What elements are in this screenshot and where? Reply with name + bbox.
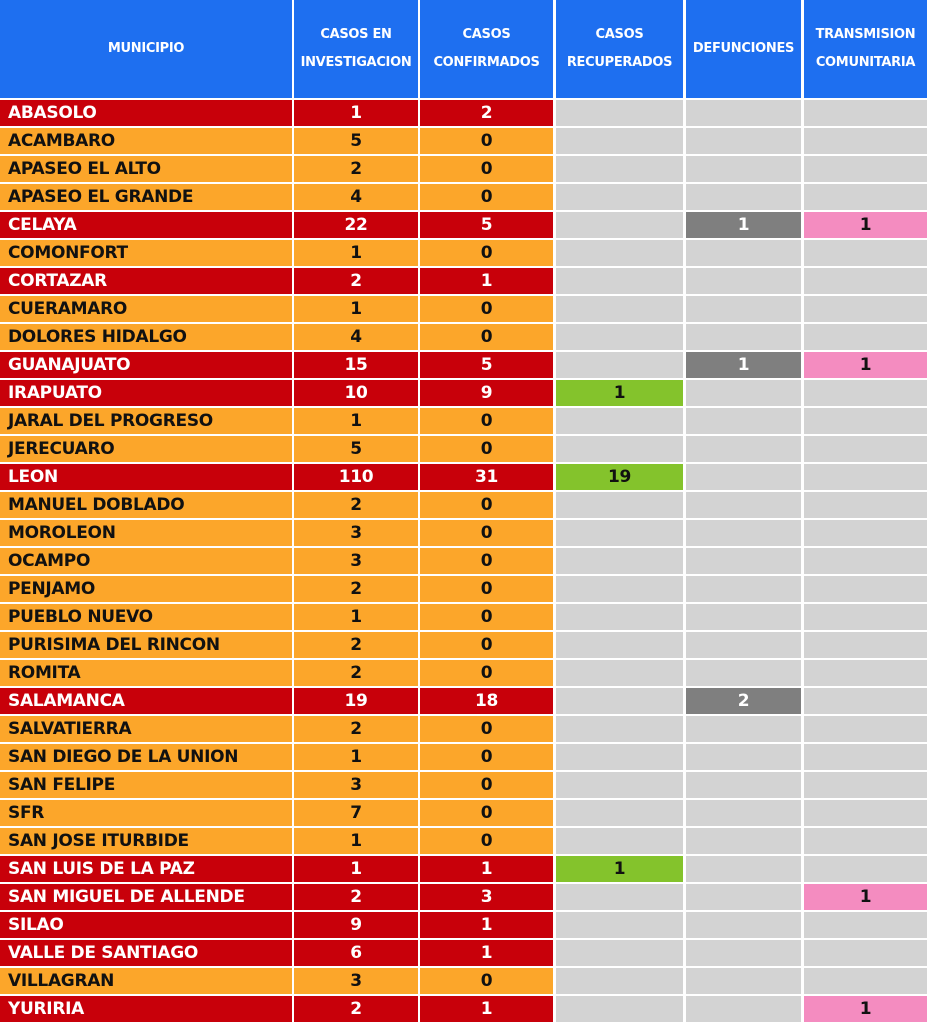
municipio-cell: GUANAJUATO [0,352,292,378]
casos-investigacion-cell: 19 [294,688,418,714]
defunciones-cell [686,436,801,462]
casos-investigacion-cell: 3 [294,968,418,994]
casos-recuperados-cell: 19 [556,464,683,490]
casos-recuperados-cell [556,212,683,238]
casos-investigacion-cell: 2 [294,268,418,294]
casos-recuperados-cell [556,576,683,602]
casos-confirmados-cell: 1 [420,268,553,294]
defunciones-cell [686,268,801,294]
casos-confirmados-cell: 0 [420,492,553,518]
defunciones-cell [686,744,801,770]
transmision-comunitaria-cell [804,296,927,322]
table-row [0,912,927,940]
defunciones-cell [686,828,801,854]
defunciones-cell [686,632,801,658]
defunciones-cell [686,716,801,742]
municipio-cell: SALAMANCA [0,688,292,714]
casos-confirmados-cell: 0 [420,296,553,322]
casos-confirmados-cell: 0 [420,408,553,434]
casos-confirmados-cell: 0 [420,548,553,574]
casos-confirmados-cell: 9 [420,380,553,406]
casos-confirmados-cell: 0 [420,240,553,266]
transmision-comunitaria-cell [804,520,927,546]
transmision-comunitaria-cell [804,100,927,126]
municipio-cell: CORTAZAR [0,268,292,294]
transmision-comunitaria-cell [804,184,927,210]
casos-recuperados-cell: 1 [556,380,683,406]
casos-confirmados-cell: 1 [420,996,553,1022]
municipio-cell: JARAL DEL PROGRESO [0,408,292,434]
header-transmision-line-1: TRANSMISION [815,27,916,42]
transmision-comunitaria-cell [804,772,927,798]
casos-confirmados-cell: 5 [420,212,553,238]
table-row [0,464,927,492]
transmision-comunitaria-cell [804,912,927,938]
transmision-comunitaria-cell [804,828,927,854]
table-row [0,380,927,408]
casos-recuperados-cell [556,268,683,294]
transmision-comunitaria-cell [804,492,927,518]
defunciones-cell: 1 [686,352,801,378]
municipio-cell: SFR [0,800,292,826]
municipio-cell: OCAMPO [0,548,292,574]
casos-investigacion-cell: 2 [294,660,418,686]
defunciones-cell [686,380,801,406]
municipio-cell: ACAMBARO [0,128,292,154]
casos-investigacion-cell: 6 [294,940,418,966]
defunciones-cell: 2 [686,688,801,714]
table-row [0,884,927,912]
casos-recuperados-cell [556,128,683,154]
casos-recuperados-cell [556,940,683,966]
casos-investigacion-cell: 2 [294,716,418,742]
municipio-cell: VILLAGRAN [0,968,292,994]
casos-investigacion-cell: 1 [294,408,418,434]
casos-recuperados-cell [556,520,683,546]
table-row [0,436,927,464]
defunciones-cell [686,576,801,602]
casos-investigacion-cell: 9 [294,912,418,938]
header-confirmados-line-2: CONFIRMADOS [433,55,540,70]
municipio-cell: SILAO [0,912,292,938]
casos-investigacion-cell: 1 [294,604,418,630]
municipio-cell: IRAPUATO [0,380,292,406]
municipio-cell: MANUEL DOBLADO [0,492,292,518]
casos-recuperados-cell: 1 [556,856,683,882]
header-recuperados-line-2: RECUPERADOS [566,55,673,70]
casos-confirmados-cell: 2 [420,100,553,126]
casos-investigacion-cell: 3 [294,548,418,574]
table-row [0,100,927,128]
header-defunciones [686,0,801,98]
header-defunciones-line-1: DEFUNCIONES [692,41,795,56]
table-row [0,660,927,688]
transmision-comunitaria-cell [804,632,927,658]
casos-recuperados-cell [556,240,683,266]
casos-confirmados-cell: 1 [420,856,553,882]
casos-confirmados-cell: 0 [420,744,553,770]
table-row [0,408,927,436]
casos-recuperados-cell [556,352,683,378]
casos-confirmados-cell: 0 [420,576,553,602]
municipio-cell: CUERAMARO [0,296,292,322]
defunciones-cell [686,800,801,826]
transmision-comunitaria-cell [804,436,927,462]
transmision-comunitaria-cell [804,660,927,686]
transmision-comunitaria-cell [804,408,927,434]
casos-confirmados-cell: 0 [420,772,553,798]
header-recuperados-line-1: CASOS [595,27,644,42]
defunciones-cell [686,296,801,322]
defunciones-cell [686,604,801,630]
table-row [0,184,927,212]
casos-investigacion-cell: 7 [294,800,418,826]
municipio-cell: JERECUARO [0,436,292,462]
municipio-cell: MOROLEON [0,520,292,546]
table-row [0,324,927,352]
casos-confirmados-cell: 31 [420,464,553,490]
header-casos-confirmados [420,0,553,98]
table-row [0,968,927,996]
casos-investigacion-cell: 4 [294,324,418,350]
municipio-cell: CELAYA [0,212,292,238]
municipio-cell: PUEBLO NUEVO [0,604,292,630]
casos-recuperados-cell [556,968,683,994]
municipio-cell: APASEO EL ALTO [0,156,292,182]
casos-investigacion-cell: 1 [294,296,418,322]
transmision-comunitaria-cell [804,800,927,826]
header-casos-en-investigacion [294,0,418,98]
table-row [0,520,927,548]
table-row [0,352,927,380]
municipio-cell: VALLE DE SANTIAGO [0,940,292,966]
table-row [0,828,927,856]
casos-confirmados-cell: 0 [420,716,553,742]
casos-confirmados-cell: 0 [420,324,553,350]
casos-recuperados-cell [556,828,683,854]
casos-recuperados-cell [556,436,683,462]
transmision-comunitaria-cell: 1 [804,352,927,378]
casos-recuperados-cell [556,800,683,826]
defunciones-cell [686,884,801,910]
casos-investigacion-cell: 1 [294,828,418,854]
defunciones-cell [686,940,801,966]
casos-investigacion-cell: 3 [294,520,418,546]
header-transmision-line-2: COMUNITARIA [815,55,916,70]
table-row [0,800,927,828]
casos-confirmados-cell: 5 [420,352,553,378]
casos-recuperados-cell [556,660,683,686]
casos-recuperados-cell [556,156,683,182]
table-row [0,156,927,184]
casos-confirmados-cell: 0 [420,184,553,210]
casos-investigacion-cell: 15 [294,352,418,378]
transmision-comunitaria-cell [804,968,927,994]
casos-recuperados-cell [556,548,683,574]
table-row [0,296,927,324]
casos-confirmados-cell: 0 [420,520,553,546]
transmision-comunitaria-cell: 1 [804,884,927,910]
transmision-comunitaria-cell [804,856,927,882]
casos-recuperados-cell [556,324,683,350]
defunciones-cell [686,772,801,798]
defunciones-cell [686,324,801,350]
header-transmision-comunitaria [804,0,927,98]
transmision-comunitaria-cell [804,464,927,490]
header-municipio-line-1: MUNICIPIO [107,41,185,56]
transmision-comunitaria-cell [804,128,927,154]
municipio-cell: SAN JOSE ITURBIDE [0,828,292,854]
defunciones-cell [686,408,801,434]
transmision-comunitaria-cell [804,324,927,350]
municipio-cell: ABASOLO [0,100,292,126]
casos-confirmados-cell: 0 [420,800,553,826]
casos-recuperados-cell [556,632,683,658]
defunciones-cell [686,184,801,210]
transmision-comunitaria-cell [804,716,927,742]
transmision-comunitaria-cell [804,576,927,602]
defunciones-cell [686,240,801,266]
table-row [0,856,927,884]
table-row [0,128,927,156]
casos-confirmados-cell: 18 [420,688,553,714]
transmision-comunitaria-cell: 1 [804,996,927,1022]
table-row [0,996,927,1024]
casos-investigacion-cell: 1 [294,100,418,126]
transmision-comunitaria-cell [804,940,927,966]
casos-recuperados-cell [556,912,683,938]
header-investigacion-line-1: CASOS EN [320,27,392,42]
header-investigacion-line-2: INVESTIGACION [300,55,412,70]
defunciones-cell [686,520,801,546]
municipio-cell: SAN MIGUEL DE ALLENDE [0,884,292,910]
municipio-cell: LEON [0,464,292,490]
table-row [0,604,927,632]
table-row [0,716,927,744]
defunciones-cell [686,128,801,154]
transmision-comunitaria-cell [804,548,927,574]
casos-investigacion-cell: 2 [294,156,418,182]
defunciones-cell [686,912,801,938]
casos-recuperados-cell [556,408,683,434]
casos-recuperados-cell [556,184,683,210]
casos-investigacion-cell: 1 [294,744,418,770]
table-row [0,268,927,296]
defunciones-cell [686,464,801,490]
table-row [0,744,927,772]
casos-investigacion-cell: 2 [294,996,418,1022]
casos-investigacion-cell: 1 [294,856,418,882]
table-row [0,576,927,604]
defunciones-cell [686,156,801,182]
casos-investigacion-cell: 10 [294,380,418,406]
casos-confirmados-cell: 3 [420,884,553,910]
table-row [0,240,927,268]
defunciones-cell [686,856,801,882]
table-row [0,212,927,240]
table-row [0,492,927,520]
table-row [0,940,927,968]
municipio-cell: COMONFORT [0,240,292,266]
defunciones-cell [686,660,801,686]
casos-confirmados-cell: 0 [420,828,553,854]
casos-confirmados-cell: 1 [420,912,553,938]
casos-investigacion-cell: 2 [294,884,418,910]
casos-investigacion-cell: 2 [294,576,418,602]
table-row [0,772,927,800]
casos-confirmados-cell: 0 [420,660,553,686]
transmision-comunitaria-cell [804,156,927,182]
table-row [0,632,927,660]
transmision-comunitaria-cell: 1 [804,212,927,238]
transmision-comunitaria-cell [804,380,927,406]
municipio-cell: DOLORES HIDALGO [0,324,292,350]
casos-investigacion-cell: 5 [294,436,418,462]
header-confirmados-line-1: CASOS [462,27,511,42]
casos-recuperados-cell [556,100,683,126]
casos-investigacion-cell: 110 [294,464,418,490]
casos-investigacion-cell: 22 [294,212,418,238]
transmision-comunitaria-cell [804,240,927,266]
header-casos-recuperados [556,0,683,98]
casos-recuperados-cell [556,884,683,910]
municipio-cell: PURISIMA DEL RINCON [0,632,292,658]
casos-recuperados-cell [556,716,683,742]
defunciones-cell: 1 [686,212,801,238]
casos-investigacion-cell: 2 [294,492,418,518]
municipio-cell: SAN LUIS DE LA PAZ [0,856,292,882]
casos-investigacion-cell: 3 [294,772,418,798]
casos-confirmados-cell: 0 [420,632,553,658]
defunciones-cell [686,968,801,994]
casos-confirmados-cell: 0 [420,156,553,182]
municipio-cell: APASEO EL GRANDE [0,184,292,210]
table-row [0,548,927,576]
municipio-cell: YURIRIA [0,996,292,1022]
casos-recuperados-cell [556,772,683,798]
casos-recuperados-cell [556,688,683,714]
transmision-comunitaria-cell [804,268,927,294]
table-row [0,688,927,716]
casos-confirmados-cell: 0 [420,436,553,462]
municipio-cell: ROMITA [0,660,292,686]
casos-recuperados-cell [556,744,683,770]
casos-confirmados-cell: 0 [420,968,553,994]
casos-confirmados-cell: 0 [420,128,553,154]
casos-investigacion-cell: 2 [294,632,418,658]
casos-investigacion-cell: 5 [294,128,418,154]
casos-investigacion-cell: 1 [294,240,418,266]
casos-recuperados-cell [556,296,683,322]
municipio-cell: SALVATIERRA [0,716,292,742]
defunciones-cell [686,548,801,574]
transmision-comunitaria-cell [804,604,927,630]
casos-confirmados-cell: 1 [420,940,553,966]
defunciones-cell [686,996,801,1022]
municipio-cell: PENJAMO [0,576,292,602]
defunciones-cell [686,100,801,126]
defunciones-cell [686,492,801,518]
transmision-comunitaria-cell [804,744,927,770]
transmision-comunitaria-cell [804,688,927,714]
header-municipio [0,0,292,98]
casos-recuperados-cell [556,604,683,630]
casos-investigacion-cell: 4 [294,184,418,210]
municipio-cell: SAN DIEGO DE LA UNION [0,744,292,770]
casos-recuperados-cell [556,996,683,1022]
casos-recuperados-cell [556,492,683,518]
municipio-cell: SAN FELIPE [0,772,292,798]
casos-confirmados-cell: 0 [420,604,553,630]
